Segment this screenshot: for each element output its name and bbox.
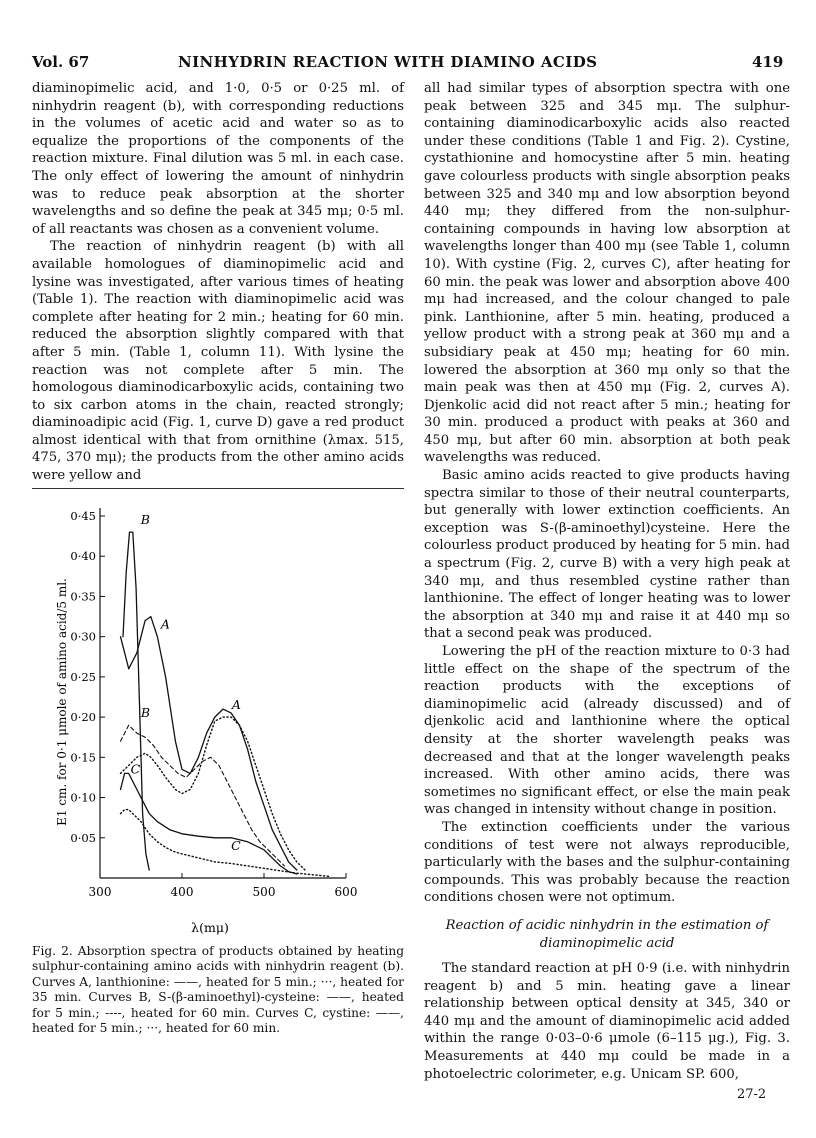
paragraph: The standard reaction at pH 0·9 (i.e. with ninhydrin reagent b) and 5 min. heating gave a linear relationship between optical density at 345, 340 or 440 mμ and the amount of diaminopimelic acid added within the range 0·03–0·6 μmole (6–115 μg.), Fig. 3. Measurements at 440 mμ could be made in a photoelectric colorimeter, e.g. Unicam SP. 600, [424,961,790,1082]
x-tick-label: 300 [88,885,112,899]
y-tick-label: 0·10 [70,790,96,805]
x-tick-label: 400 [170,885,194,899]
curve-label: B [140,705,151,721]
y-tick-label: 0·20 [70,710,96,725]
curve-label: A [231,697,241,713]
volume-number: Vol. 67 [32,53,90,71]
chart-series [121,532,330,876]
section-heading: Reaction of acidic ninhydrin in the estimation of diaminopimelic acid [445,917,769,951]
figure-2 [32,494,404,942]
absorption-spectra-chart [32,494,404,942]
paragraph: diaminopimelic acid, and 1·0, 0·5 or 0·25 ml. of ninhydrin reagent (b), with corresponding reductions in the volumes of acetic acid and water so as to equalize the proportions of the components of the reaction mixture. Final dilution was 5 ml. in each case. The only effect of lowering the amount of ninhydrin was to reduce peak absorption at the shorter wavelengths and so define the peak at 345 mμ; 0·5 ml. of all reactants was chosen as a convenient volume. [32,81,404,237]
column-divider-rule [32,488,404,489]
left-column-text [32,80,404,485]
x-axis-label: λ(mμ) [191,920,229,935]
y-tick-label: 0·45 [70,509,96,523]
series-line-b-solid [123,532,149,870]
figure-caption [32,944,404,1036]
y-tick-label: 0·25 [70,669,96,684]
paragraph: The reaction of ninhydrin reagent (b) with all available homologues of diaminopimelic acid and lysine was investigated, after various times of heating (Table 1). The reaction with diaminopimelic acid was complete after heating for 2 min.; heating for 60 min. reduced the absorption slightly compared with that after 5 min. (Table 1, column 11). With lysine the reaction was not complete after 5 min. The homologous diaminodicarboxylic acids, containing two to six carbon atoms in the chain, reacted strongly; diaminoadipic acid (Fig. 1, curve D) gave a red product almost identical with that from ornithine (λmax. 515, 475, 370 mμ); the products from the other amino acids were yellow and [32,239,404,484]
curve-label: A [160,616,170,632]
chart-labels [131,512,242,853]
paragraph: Lowering the pH of the reaction mixture to 0·3 had little effect on the shape of the spectrum of the reaction products with the exceptions of diaminopimelic acid (already discussed) and of djenkolic acid and lanthionine where the optical density at the shorter wavelength peaks was decreased and that at the longer wavelength peaks increased. With other amino acids, there was sometimes no significant effect, or else the main peak was changed in intensity without change in position. [424,644,790,818]
page-number: 419 [752,53,784,71]
curve-label: B [140,512,150,528]
signature-mark: 27-2 [737,1087,767,1102]
y-tick-label: 0·30 [70,629,96,644]
right-column-text [424,80,790,1083]
y-tick-label: 0·35 [70,589,96,604]
y-axis-label: E1 cm. for 0·1 μmole of amino acid/5 ml. [55,578,69,826]
curve-label: C [130,761,141,777]
curve-label: C [231,837,241,853]
paragraph: The extinction coefficients under the various conditions of test were not always reproducible, particularly with the bases and the sulphur-containing compounds. This was probably because the reaction conditions chosen were not optimum. [424,819,790,906]
x-tick-label: 600 [334,885,358,899]
y-tick-label: 0·05 [70,830,96,845]
x-tick-label: 500 [252,885,276,899]
y-tick-label: 0·40 [70,549,96,564]
y-tick-label: 0·15 [70,750,96,765]
chart-axes [70,508,357,899]
series-line-c-dotted [121,810,330,877]
paragraph: Basic amino acids reacted to give products having spectra similar to those of their neutral counterparts, but generally with lower extinction coefficients. An exception was S-(β-aminoethyl)cysteine. Here the colourless product produced by heating for 5 min. had a spectrum (Fig. 2, curve B) with a very high peak at 340 mμ, and thus resembled cystine rather than lanthionine. The effect of longer heating was to lower the absorption at 340 mμ and raise it at 440 mμ so that a second peak was produced. [424,468,790,642]
paragraph: all had similar types of absorption spectra with one peak between 325 and 345 mμ. The sulphur-containing diaminodicarboxylic acids also reacted under these conditions (Table 1 and Fig. 2). Cystine, cystathionine and homocystine after 5 min. heating gave colourless products with single absorption peaks between 325 and 340 mμ and low absorption beyond 440 mμ; they differed from the non-sulphur-containing compounds in having low absorption at wavelengths longer than 400 mμ (see Table 1, column 10). With cystine (Fig. 2, curves C), after heating for 60 min. the peak was lower and absorption above 400 mμ had increased, and the colour changed to pale pink. Lanthionine, after 5 min. heating, produced a yellow product with a strong peak at 360 mμ and a subsidiary peak at 450 mμ; heating for 60 min. lowered the absorption at 360 mμ only so that the main peak was then at 450 mμ (Fig. 2, curves A). Djenkolic acid did not react after 5 min.; heating for 30 min. produced a product with peaks at 360 and 450 mμ, but after 60 min. absorption at both peak wavelengths was reduced. [424,81,790,466]
running-title: NINHYDRIN REACTION WITH DIAMINO ACIDS [178,53,598,71]
caption-text: Fig. 2. Absorption spectra of products obtained by heating sulphur-containing amino acids with ninhydrin reagent (b). Curves A, lanthionine: ——, heated for 5 min.; ···, heated for 35 min. Curves B, S-(β-aminoethyl)-cysteine: ——, heated for 5 min.; ----, heated for 60 min. Curves C, cystine: ——, heated for 5 min.; ···, heated for 60 min. [32,944,404,1036]
series-line-a-solid [121,617,297,870]
